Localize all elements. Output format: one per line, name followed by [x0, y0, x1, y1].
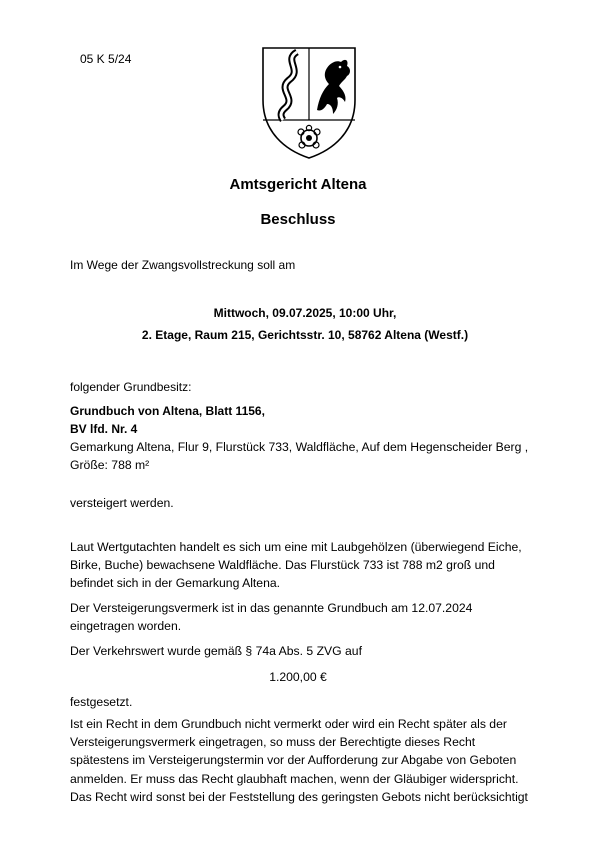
- auction-place: 2. Etage, Raum 215, Gerichtsstr. 10, 58762 Altena (Westf.): [141, 328, 469, 342]
- bv-number: BV lfd. Nr. 4: [70, 422, 138, 436]
- nrw-coat-of-arms-icon: [257, 40, 361, 162]
- rights-line: Das Recht wird sonst bei der Feststellung des geringsten Gebots nicht berücksichtigt: [70, 789, 528, 804]
- auctioned-text: versteigert werden.: [70, 496, 174, 510]
- parcel-line: Größe: 788 m²: [70, 458, 150, 473]
- register-note-line: Der Versteigerungsvermerk ist in das genannte Grundbuch am 12.07.2024: [70, 601, 473, 615]
- intro-text: Im Wege der Zwangsvollstreckung soll am: [70, 258, 296, 272]
- rights-paragraph: [70, 715, 540, 806]
- appraisal-line: Birke, Buche) bewachsene Waldfläche. Das Flurstück 733 ist 788 m2 groß und: [70, 558, 495, 573]
- register-note-paragraph: [70, 599, 540, 635]
- rights-line: Ist ein Recht in dem Grundbuch nicht vermerkt oder wird ein Recht später als der: [70, 717, 507, 731]
- auction-date: Mittwoch, 09.07.2025, 10:00 Uhr,: [213, 306, 397, 320]
- rights-line: spätestens im Versteigerungstermin vor der Aufforderung zur Abgabe von Geboten: [70, 753, 517, 768]
- property-intro: folgender Grundbesitz:: [70, 380, 192, 394]
- rights-line: anmelden. Er muss das Recht glaubhaft machen, wenn der Gläubiger widerspricht.: [70, 771, 519, 786]
- market-value-intro: Der Verkehrswert wurde gemäß § 74a Abs. 5 ZVG auf: [70, 644, 362, 658]
- appraisal-paragraph: [70, 538, 540, 593]
- fixed-text: festgesetzt.: [70, 695, 133, 709]
- court-name: Amtsgericht Altena: [229, 176, 367, 193]
- rights-line: Versteigerungsvermerk eingetragen, so muss der Berechtigte dieses Recht: [70, 735, 476, 750]
- parcel-description: [70, 438, 540, 474]
- appraisal-line: Laut Wertgutachten handelt es sich um eine mit Laubgehölzen (überwiegend Eiche,: [70, 540, 522, 554]
- land-register: Grundbuch von Altena, Blatt 1156,: [70, 404, 265, 418]
- document-type: Beschluss: [260, 211, 336, 228]
- appraisal-line: befindet sich in der Gemarkung Altena.: [70, 576, 281, 591]
- parcel-line: Gemarkung Altena, Flur 9, Flurstück 733, Waldfläche, Auf dem Hegenscheider Berg ,: [70, 440, 529, 454]
- market-value: 1.200,00 €: [269, 670, 327, 684]
- register-note-line: eingetragen worden.: [70, 619, 182, 634]
- case-number: 05 K 5/24: [80, 52, 132, 66]
